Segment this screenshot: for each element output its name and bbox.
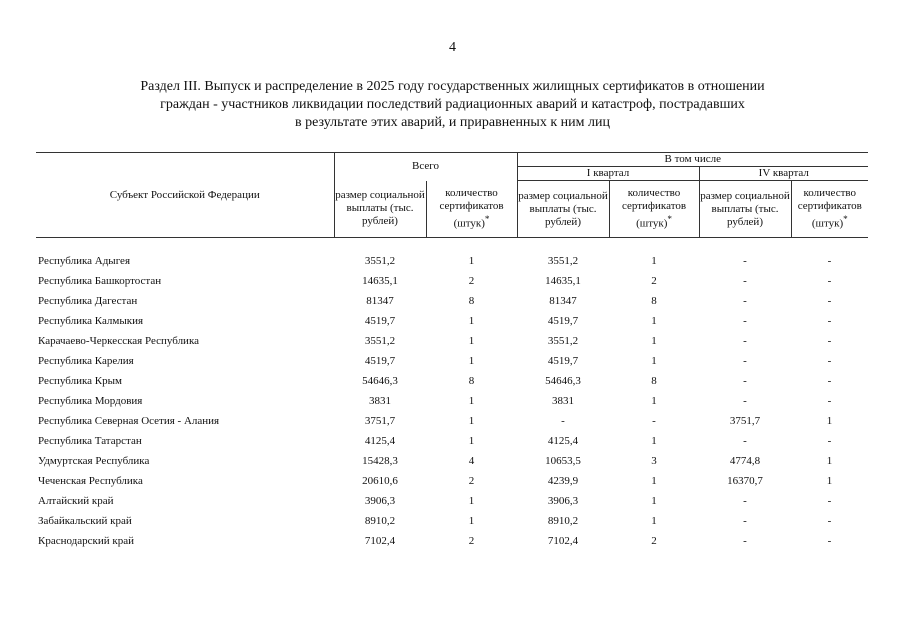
table-row [36,531,868,551]
region-name-cell: Республика Дагестан [38,295,138,307]
total-payment-cell: 8910,2 [364,515,396,527]
total-payment-cell: 4519,7 [364,315,396,327]
region-name-cell: Республика Крым [38,375,122,387]
table-row [36,491,868,511]
total-payment-cell: 4125,4 [364,435,396,447]
region-name-cell: Алтайский край [38,495,114,507]
q1-count-cell: - [652,415,656,427]
region-name-cell: Республика Калмыкия [38,315,144,327]
q4-count-cell: - [827,535,832,547]
q4-payment-cell: 16370,7 [727,475,763,487]
total-count-cell: 4 [468,455,475,467]
table-row [36,311,868,331]
q4-count-cell: - [827,315,832,327]
q4-payment-cell: 3751,7 [729,415,761,427]
total-payment-cell: 54646,3 [362,375,398,387]
total-count-cell: 1 [468,315,475,327]
total-payment-cell: 3831 [369,395,391,407]
total-payment-cell: 4519,7 [364,355,396,367]
region-name-cell: Республика Мордовия [38,395,143,407]
table-row [36,471,868,491]
q1-count-cell: 1 [651,395,657,407]
q4-count-cell: - [827,395,832,407]
table-row [36,251,868,271]
q1-payment-cell: 4519,7 [547,355,579,367]
q4-count-cell: - [827,255,832,267]
q4-payment-cell: - [743,355,747,367]
total-payment-header: размер социальной выплаты (тыс. рублей) [334,181,426,238]
region-name-cell: Республика Адыгея [38,255,131,267]
q1-payment-cell: 8910,2 [547,515,579,527]
q1-count-cell: 8 [651,375,657,387]
total-count-cell: 1 [468,495,475,507]
q4-payment-cell: - [743,435,747,447]
q4-payment-cell: - [743,335,747,347]
table-row [36,411,868,431]
total-payment-cell: 3751,7 [364,415,396,427]
q4-payment-cell: - [743,275,747,287]
title-line-2: граждан - участников ликвидации последствий радиационных аварий и катастроф, пострадавших [160,97,745,112]
table-row [36,431,868,451]
region-name-cell: Чеченская Республика [38,475,143,487]
q4-count-cell: - [827,355,832,367]
q1-count-cell: 1 [651,515,657,527]
total-count-cell: 1 [468,395,475,407]
page-number: 4 [449,40,456,55]
q4-count-cell: - [827,495,832,507]
q1-payment-cell: 3551,2 [547,335,579,347]
total-count-cell: 2 [468,275,475,287]
q4-count-cell: 1 [826,475,833,487]
q1-payment-header: размер социальной выплаты (тыс. рублей) [517,181,609,238]
title-line-1: Раздел III. Выпуск и распределение в 2025 году государственных жилищных сертификатов в отношении [140,79,765,94]
total-count-cell: 2 [468,475,475,487]
total-count-cell: 1 [468,335,475,347]
q1-count-cell: 2 [651,535,657,547]
q4-payment-cell: - [743,375,747,387]
q4-count-header: количество сертификатов (штук)* [791,181,868,238]
q4-header: IV квартал [699,167,868,181]
q1-count-cell: 2 [651,275,657,287]
q4-payment-cell: - [743,255,747,267]
q1-payment-cell: 4239,9 [547,475,579,487]
q1-payment-cell: - [561,415,565,427]
certificates-table [36,152,868,551]
q1-count-cell: 1 [651,335,657,347]
q1-count-cell: 8 [651,295,657,307]
q1-payment-cell: 7102,4 [547,535,579,547]
q4-payment-cell: - [743,535,747,547]
table-row [36,331,868,351]
q4-count-cell: - [827,335,832,347]
q1-count-header: количество сертификатов (штук)* [609,181,699,238]
q1-payment-cell: 4519,7 [547,315,579,327]
q4-payment-cell: - [743,315,747,327]
q4-count-cell: - [827,375,832,387]
total-payment-cell: 3551,2 [364,335,396,347]
q1-count-cell: 1 [651,435,657,447]
q1-count-cell: 1 [651,495,657,507]
region-name-cell: Республика Северная Осетия - Алания [38,415,220,427]
q1-count-cell: 1 [651,255,657,267]
table-row [36,371,868,391]
q1-count-cell: 3 [651,455,657,467]
q4-count-cell: - [827,275,832,287]
q4-payment-cell: - [743,515,747,527]
table-row [36,451,868,471]
total-count-cell: 1 [468,435,475,447]
total-count-header: количество сертификатов (штук)* [426,181,517,238]
region-name-cell: Республика Татарстан [38,435,142,447]
q1-count-cell: 1 [651,355,657,367]
table-row [36,271,868,291]
q1-payment-cell: 4125,4 [547,435,579,447]
including-header: В том числе [517,153,868,167]
q1-header: I квартал [517,167,699,181]
q4-count-cell: 1 [826,415,833,427]
total-count-cell: 2 [468,535,475,547]
total-payment-cell: 20610,6 [362,475,398,487]
total-count-cell: 1 [468,515,475,527]
q4-payment-cell: - [743,495,747,507]
q1-payment-cell: 3831 [552,395,575,407]
total-header: Всего [334,153,517,181]
q4-payment-cell: 4774,8 [729,455,761,467]
q1-payment-cell: 81347 [549,295,577,307]
q1-payment-cell: 54646,3 [545,375,581,387]
q4-payment-header: размер социальной выплаты (тыс. рублей) [699,181,791,238]
region-name-cell: Республика Башкортостан [38,275,162,287]
total-count-cell: 1 [468,355,475,367]
table-row [36,291,868,311]
region-name-cell: Краснодарский край [38,535,135,547]
region-name-cell: Карачаево-Черкесская Республика [38,335,199,347]
total-count-cell: 8 [468,375,475,387]
q4-count-cell: - [827,515,832,527]
total-payment-cell: 3551,2 [364,255,396,267]
total-payment-cell: 7102,4 [364,535,396,547]
q1-payment-cell: 10653,5 [545,455,581,467]
q1-payment-cell: 3906,3 [547,495,579,507]
total-payment-cell: 3906,3 [364,495,396,507]
total-payment-cell: 14635,1 [362,275,398,287]
region-name-cell: Удмуртская Республика [38,455,150,467]
total-count-cell: 1 [468,415,475,427]
title-line-3: в результате этих аварий, и приравненных к ним лиц [295,115,610,130]
total-count-cell: 1 [468,255,475,267]
section-title [60,78,845,132]
q4-count-cell: - [827,295,832,307]
table-row [36,391,868,411]
table-row [36,511,868,531]
total-payment-cell: 15428,3 [362,455,398,467]
region-name-cell: Республика Карелия [38,355,134,367]
q4-payment-cell: - [743,395,747,407]
total-count-cell: 8 [468,295,475,307]
region-name-cell: Забайкальский край [38,515,132,527]
q1-count-cell: 1 [651,315,657,327]
q4-count-cell: - [827,435,832,447]
q1-payment-cell: 14635,1 [545,275,581,287]
q1-count-cell: 1 [651,475,657,487]
subject-header: Субъект Российской Федерации [36,153,334,238]
q1-payment-cell: 3551,2 [547,255,579,267]
total-payment-cell: 81347 [366,295,394,307]
q4-count-cell: 1 [826,455,833,467]
table-row [36,351,868,371]
q4-payment-cell: - [743,295,747,307]
